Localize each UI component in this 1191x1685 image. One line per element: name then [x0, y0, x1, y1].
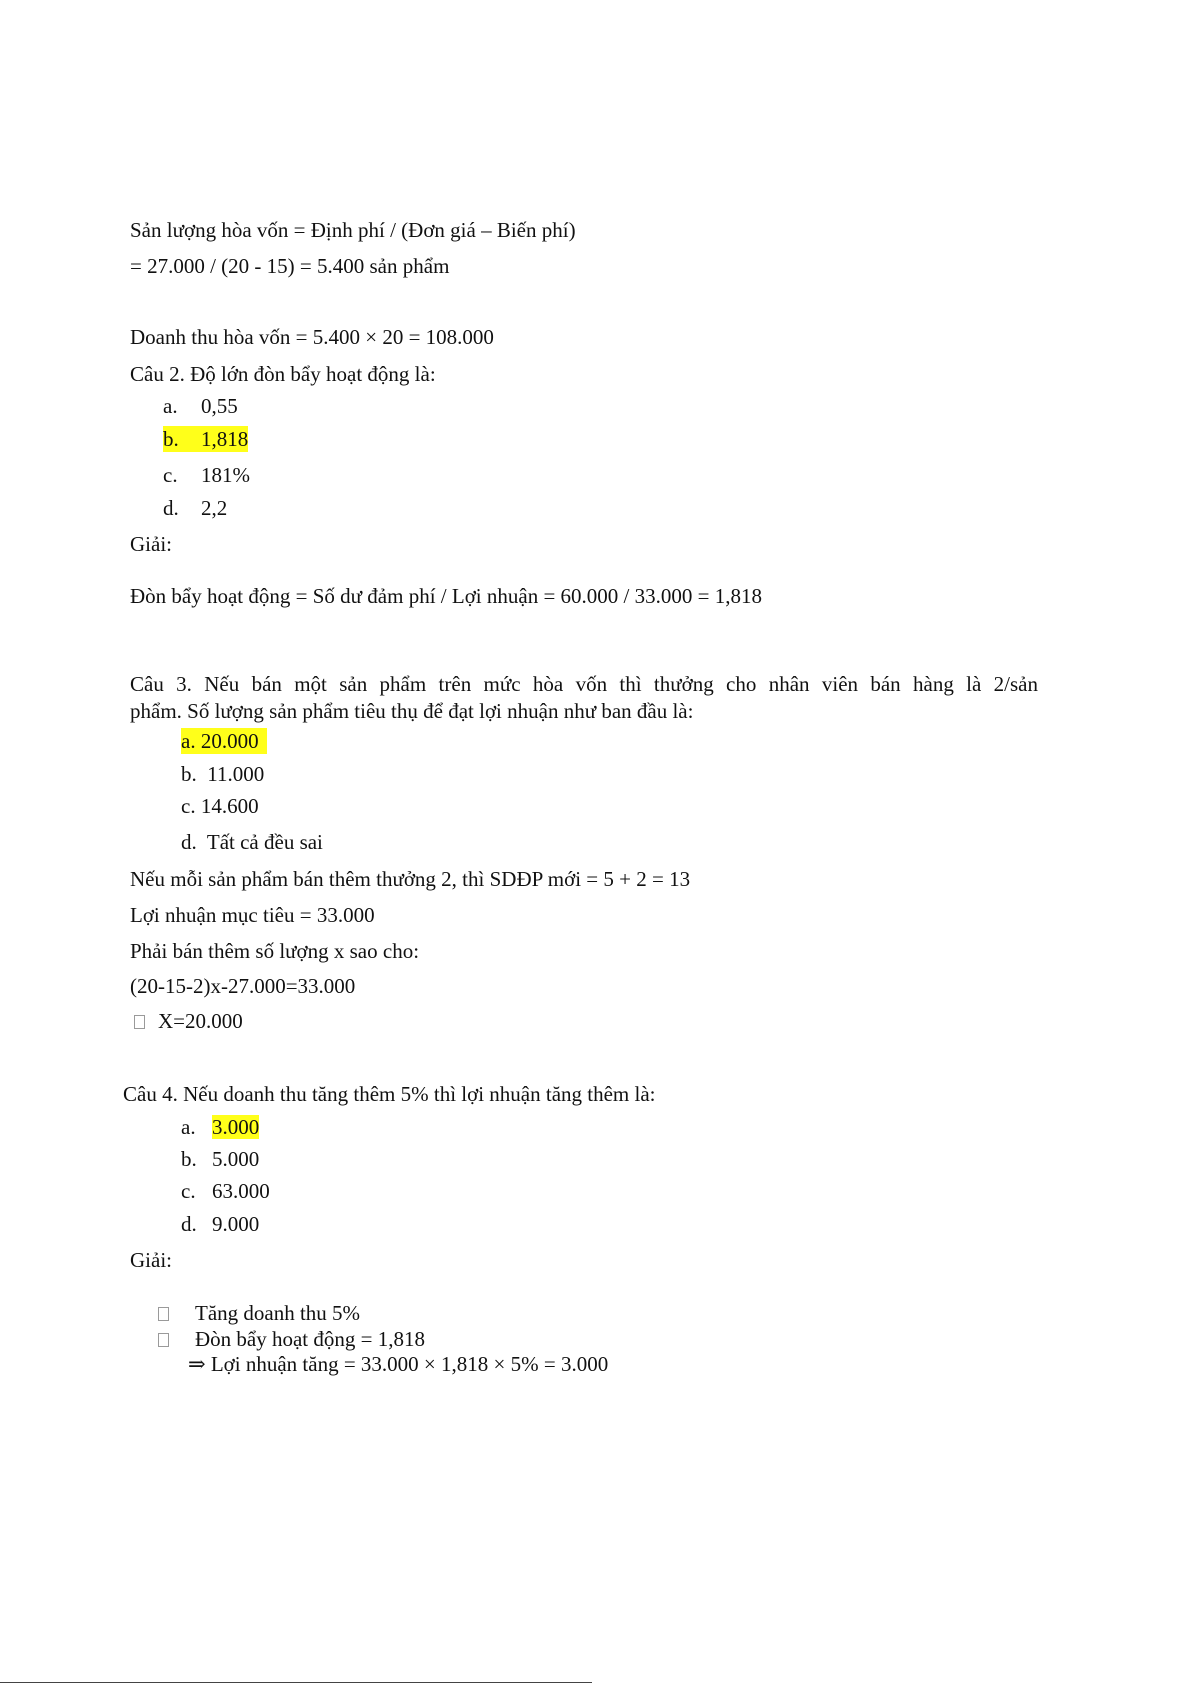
q4-option-c — [181, 1178, 270, 1204]
q4-bullet — [158, 1326, 425, 1352]
q3-question-line2: phẩm. Số lượng sản phẩm tiêu thụ để đạt lợi nhuận như ban đầu là: — [130, 699, 694, 723]
q4-option-marker: b. — [181, 1147, 197, 1171]
footnote-rule — [0, 1682, 592, 1683]
q3-work-line: Nếu mỗi sản phẩm bán thêm thưởng 2, thì SDĐP mới = 5 + 2 = 13 — [130, 867, 691, 891]
q2-option-text: 2,2 — [201, 496, 228, 520]
q4-option-marker: d. — [181, 1212, 197, 1236]
q2-option-text: 1,818 — [201, 427, 249, 451]
q2-option-marker: c. — [163, 463, 178, 487]
bullet-icon — [158, 1307, 169, 1321]
q3-work-line: (20-15-2)x-27.000=33.000 — [130, 974, 356, 998]
q2-solution-label: Giải: — [130, 532, 172, 556]
q2-solution: Đòn bẩy hoạt động = Số dư đảm phí / Lợi nhuận = 60.000 / 33.000 = 1,818 — [130, 584, 762, 608]
q3-work-line: Phải bán thêm số lượng x sao cho: — [130, 939, 420, 963]
q4-bullet-text: Tăng doanh thu 5% — [195, 1301, 361, 1325]
bullet-icon — [158, 1333, 169, 1347]
q2-option-marker: a. — [163, 394, 178, 418]
q2-option-marker: d. — [163, 496, 179, 520]
q3-option-b: b. 11.000 — [181, 762, 265, 786]
q4-bullet-text: Đòn bẩy hoạt động = 1,818 — [195, 1327, 425, 1351]
q3-work-line: Lợi nhuận mục tiêu = 33.000 — [130, 903, 375, 927]
breakeven-volume-calc: = 27.000 / (20 - 15) = 5.400 sản phẩm — [130, 254, 450, 278]
q4-option-text: 63.000 — [212, 1179, 270, 1203]
q4-option-a — [181, 1114, 259, 1140]
q3-question-line1: Câu 3. Nếu bán một sản phẩm trên mức hòa vốn thì thưởng cho nhân viên bán hàng là 2/sản — [130, 672, 1038, 696]
q2-option-text: 181% — [201, 463, 250, 487]
q4-bullet — [158, 1300, 360, 1326]
q4-option-text-highlighted: 3.000 — [212, 1115, 260, 1139]
breakeven-revenue-calc: Doanh thu hòa vốn = 5.400 × 20 = 108.000 — [130, 325, 494, 349]
breakeven-volume-formula: Sản lượng hòa vốn = Định phí / (Đơn giá – Biến phí) — [130, 218, 576, 242]
q4-option-marker: c. — [181, 1179, 196, 1203]
q2-question: Câu 2. Độ lớn đòn bẩy hoạt động là: — [130, 362, 436, 386]
q2-option-marker: b. — [163, 427, 179, 451]
q4-option-marker: a. — [181, 1115, 196, 1139]
q2-option-d — [163, 495, 227, 521]
q3-option-a-highlighted: a. 20.000 — [181, 728, 267, 754]
implies-symbol-icon — [134, 1015, 145, 1029]
q4-option-d — [181, 1211, 259, 1237]
q4-solution-label: Giải: — [130, 1248, 172, 1272]
q2-option-text: 0,55 — [201, 394, 238, 418]
q2-option-a — [163, 393, 238, 419]
q4-conclusion: ⇒ Lợi nhuận tăng = 33.000 × 1,818 × 5% = 3.000 — [188, 1352, 609, 1376]
q4-option-b — [181, 1146, 259, 1172]
q2-option-b-highlighted — [163, 426, 248, 452]
q4-option-text: 5.000 — [212, 1147, 260, 1171]
q3-option-d: d. Tất cả đều sai — [181, 830, 323, 854]
q2-option-c — [163, 462, 250, 488]
q3-option-c: c. 14.600 — [181, 794, 259, 818]
q4-question: Câu 4. Nếu doanh thu tăng thêm 5% thì lợi nhuận tăng thêm là: — [123, 1082, 656, 1106]
q3-result — [134, 1008, 243, 1034]
q4-option-text: 9.000 — [212, 1212, 260, 1236]
q3-result-text: X=20.000 — [158, 1009, 243, 1033]
